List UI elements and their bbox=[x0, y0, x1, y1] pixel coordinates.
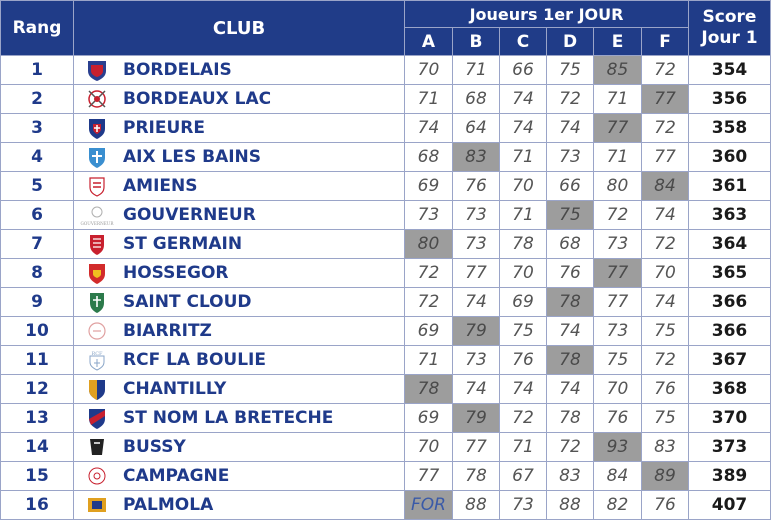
header-rang: Rang bbox=[1, 1, 74, 56]
rang-cell: 11 bbox=[1, 346, 74, 375]
score-cell-c: 74 bbox=[500, 375, 547, 404]
total-cell: 358 bbox=[689, 114, 771, 143]
header-player-a: A bbox=[405, 28, 453, 56]
club-cell bbox=[74, 288, 405, 317]
total-cell: 364 bbox=[689, 230, 771, 259]
rang-cell: 15 bbox=[1, 462, 74, 491]
score-cell-e: 71 bbox=[594, 85, 642, 114]
score-cell-c: 71 bbox=[500, 433, 547, 462]
score-cell-a: 77 bbox=[405, 462, 453, 491]
total-cell: 407 bbox=[689, 491, 771, 520]
club-name: BUSSY bbox=[123, 437, 186, 457]
header-player-c: C bbox=[500, 28, 547, 56]
rang-cell: 8 bbox=[1, 259, 74, 288]
score-cell-a: 70 bbox=[405, 433, 453, 462]
table-row bbox=[1, 375, 771, 404]
table-row bbox=[1, 172, 771, 201]
header-score-line2: Jour 1 bbox=[701, 28, 758, 48]
score-cell-a: 71 bbox=[405, 346, 453, 375]
score-cell-d: 73 bbox=[547, 143, 594, 172]
header-player-f: F bbox=[642, 28, 689, 56]
rang-cell: 1 bbox=[1, 56, 74, 85]
club-cell bbox=[74, 346, 405, 375]
club-name: BORDELAIS bbox=[123, 60, 232, 80]
club-name: SAINT CLOUD bbox=[123, 292, 252, 312]
score-cell-c: 69 bbox=[500, 288, 547, 317]
bordelais-logo bbox=[85, 58, 109, 82]
score-cell-e: 77 bbox=[594, 259, 642, 288]
score-cell-a: 68 bbox=[405, 143, 453, 172]
rang-cell: 9 bbox=[1, 288, 74, 317]
header-joueurs: Joueurs 1er JOUR bbox=[405, 1, 689, 28]
total-cell: 366 bbox=[689, 288, 771, 317]
club-cell bbox=[74, 172, 405, 201]
gouverneur-logo bbox=[80, 203, 114, 227]
club-name: ST GERMAIN bbox=[123, 234, 243, 254]
bordeaux-lac-logo bbox=[85, 87, 109, 111]
total-cell: 365 bbox=[689, 259, 771, 288]
club-name: PALMOLA bbox=[123, 495, 214, 515]
score-cell-a: FOR bbox=[405, 491, 453, 520]
total-cell: 373 bbox=[689, 433, 771, 462]
total-cell: 367 bbox=[689, 346, 771, 375]
club-cell bbox=[74, 201, 405, 230]
score-cell-c: 71 bbox=[500, 201, 547, 230]
score-cell-d: 74 bbox=[547, 114, 594, 143]
rang-cell: 2 bbox=[1, 85, 74, 114]
table-row bbox=[1, 288, 771, 317]
score-cell-b: 83 bbox=[453, 143, 500, 172]
club-cell bbox=[74, 462, 405, 491]
rang-cell: 16 bbox=[1, 491, 74, 520]
score-cell-e: 80 bbox=[594, 172, 642, 201]
score-cell-d: 83 bbox=[547, 462, 594, 491]
rang-cell: 10 bbox=[1, 317, 74, 346]
campagne-logo bbox=[85, 464, 109, 488]
saint-cloud-logo bbox=[85, 290, 109, 314]
score-cell-a: 69 bbox=[405, 317, 453, 346]
rang-cell: 12 bbox=[1, 375, 74, 404]
score-cell-f: 70 bbox=[642, 259, 689, 288]
header-score bbox=[689, 1, 771, 56]
score-cell-f: 75 bbox=[642, 317, 689, 346]
score-cell-e: 93 bbox=[594, 433, 642, 462]
club-name: CHANTILLY bbox=[123, 379, 227, 399]
chantilly-logo bbox=[85, 377, 109, 401]
club-cell bbox=[74, 317, 405, 346]
score-cell-b: 73 bbox=[453, 230, 500, 259]
rang-cell: 6 bbox=[1, 201, 74, 230]
total-cell: 368 bbox=[689, 375, 771, 404]
score-cell-c: 78 bbox=[500, 230, 547, 259]
club-cell bbox=[74, 143, 405, 172]
header-club: CLUB bbox=[74, 1, 405, 56]
score-cell-a: 69 bbox=[405, 404, 453, 433]
st-nom-logo bbox=[85, 406, 109, 430]
score-cell-e: 77 bbox=[594, 114, 642, 143]
score-cell-a: 72 bbox=[405, 259, 453, 288]
score-cell-b: 79 bbox=[453, 317, 500, 346]
score-cell-a: 69 bbox=[405, 172, 453, 201]
score-cell-e: 73 bbox=[594, 230, 642, 259]
club-name: AIX LES BAINS bbox=[123, 147, 262, 167]
score-cell-e: 70 bbox=[594, 375, 642, 404]
score-cell-b: 76 bbox=[453, 172, 500, 201]
score-cell-f: 72 bbox=[642, 114, 689, 143]
score-cell-d: 88 bbox=[547, 491, 594, 520]
club-cell bbox=[74, 56, 405, 85]
total-cell: 363 bbox=[689, 201, 771, 230]
score-cell-e: 71 bbox=[594, 143, 642, 172]
st-germain-logo bbox=[85, 232, 109, 256]
rang-cell: 5 bbox=[1, 172, 74, 201]
score-cell-c: 67 bbox=[500, 462, 547, 491]
total-cell: 366 bbox=[689, 317, 771, 346]
score-cell-f: 74 bbox=[642, 201, 689, 230]
table-row bbox=[1, 433, 771, 462]
score-cell-c: 76 bbox=[500, 346, 547, 375]
header-score-line1: Score bbox=[702, 7, 757, 27]
score-cell-e: 82 bbox=[594, 491, 642, 520]
score-cell-e: 84 bbox=[594, 462, 642, 491]
club-cell bbox=[74, 114, 405, 143]
club-cell bbox=[74, 230, 405, 259]
club-cell bbox=[74, 259, 405, 288]
score-cell-f: 74 bbox=[642, 288, 689, 317]
total-cell: 356 bbox=[689, 85, 771, 114]
score-cell-e: 85 bbox=[594, 56, 642, 85]
table-row bbox=[1, 259, 771, 288]
total-cell: 354 bbox=[689, 56, 771, 85]
rang-cell: 3 bbox=[1, 114, 74, 143]
score-cell-c: 70 bbox=[500, 259, 547, 288]
score-cell-e: 77 bbox=[594, 288, 642, 317]
score-cell-b: 71 bbox=[453, 56, 500, 85]
table-row bbox=[1, 404, 771, 433]
score-cell-f: 83 bbox=[642, 433, 689, 462]
table-row bbox=[1, 143, 771, 172]
table-row bbox=[1, 346, 771, 375]
score-cell-b: 73 bbox=[453, 346, 500, 375]
table-row bbox=[1, 85, 771, 114]
rang-cell: 4 bbox=[1, 143, 74, 172]
bussy-logo bbox=[85, 435, 109, 459]
score-cell-a: 80 bbox=[405, 230, 453, 259]
svg-text:RCF: RCF bbox=[91, 351, 103, 357]
score-cell-c: 74 bbox=[500, 114, 547, 143]
club-name: RCF LA BOULIE bbox=[123, 350, 266, 370]
score-cell-f: 72 bbox=[642, 230, 689, 259]
score-cell-b: 78 bbox=[453, 462, 500, 491]
table-row bbox=[1, 462, 771, 491]
score-cell-f: 77 bbox=[642, 143, 689, 172]
score-cell-e: 76 bbox=[594, 404, 642, 433]
palmola-logo bbox=[85, 493, 109, 517]
club-name: CAMPAGNE bbox=[123, 466, 230, 486]
total-cell: 360 bbox=[689, 143, 771, 172]
score-cell-b: 74 bbox=[453, 288, 500, 317]
table-row bbox=[1, 491, 771, 520]
club-cell bbox=[74, 433, 405, 462]
score-cell-d: 66 bbox=[547, 172, 594, 201]
score-cell-d: 76 bbox=[547, 259, 594, 288]
total-cell: 389 bbox=[689, 462, 771, 491]
score-cell-e: 73 bbox=[594, 317, 642, 346]
score-cell-d: 75 bbox=[547, 201, 594, 230]
score-cell-d: 68 bbox=[547, 230, 594, 259]
score-cell-b: 64 bbox=[453, 114, 500, 143]
rang-cell: 13 bbox=[1, 404, 74, 433]
score-cell-d: 72 bbox=[547, 433, 594, 462]
score-cell-d: 74 bbox=[547, 317, 594, 346]
club-name: BORDEAUX LAC bbox=[123, 89, 272, 109]
score-cell-d: 78 bbox=[547, 288, 594, 317]
rang-cell: 7 bbox=[1, 230, 74, 259]
score-cell-f: 75 bbox=[642, 404, 689, 433]
prieure-logo bbox=[85, 116, 109, 140]
hossegor-logo bbox=[85, 261, 109, 285]
score-cell-b: 73 bbox=[453, 201, 500, 230]
rcf-la-boulie-logo bbox=[85, 348, 109, 372]
total-cell: 370 bbox=[689, 404, 771, 433]
score-cell-a: 78 bbox=[405, 375, 453, 404]
score-cell-f: 77 bbox=[642, 85, 689, 114]
score-cell-b: 68 bbox=[453, 85, 500, 114]
biarritz-logo bbox=[85, 319, 109, 343]
club-name: GOUVERNEUR bbox=[123, 205, 256, 225]
club-name: HOSSEGOR bbox=[123, 263, 229, 283]
score-cell-b: 79 bbox=[453, 404, 500, 433]
score-cell-f: 76 bbox=[642, 375, 689, 404]
score-cell-a: 74 bbox=[405, 114, 453, 143]
table-row bbox=[1, 317, 771, 346]
score-cell-c: 72 bbox=[500, 404, 547, 433]
score-cell-c: 70 bbox=[500, 172, 547, 201]
score-cell-d: 74 bbox=[547, 375, 594, 404]
score-cell-d: 72 bbox=[547, 85, 594, 114]
score-cell-a: 72 bbox=[405, 288, 453, 317]
score-cell-f: 72 bbox=[642, 56, 689, 85]
club-cell bbox=[74, 404, 405, 433]
score-cell-f: 76 bbox=[642, 491, 689, 520]
score-cell-c: 75 bbox=[500, 317, 547, 346]
club-name: PRIEURE bbox=[123, 118, 205, 138]
table-row bbox=[1, 56, 771, 85]
score-cell-a: 73 bbox=[405, 201, 453, 230]
score-cell-d: 78 bbox=[547, 346, 594, 375]
club-cell bbox=[74, 375, 405, 404]
score-cell-a: 71 bbox=[405, 85, 453, 114]
club-name: ST NOM LA BRETECHE bbox=[123, 408, 334, 428]
aix-les-bains-logo bbox=[85, 145, 109, 169]
header-player-b: B bbox=[453, 28, 500, 56]
club-cell bbox=[74, 491, 405, 520]
header-player-e: E bbox=[594, 28, 642, 56]
score-cell-d: 78 bbox=[547, 404, 594, 433]
club-name: AMIENS bbox=[123, 176, 198, 196]
score-cell-b: 77 bbox=[453, 259, 500, 288]
results-body bbox=[1, 56, 771, 520]
amiens-logo bbox=[85, 174, 109, 198]
score-cell-b: 74 bbox=[453, 375, 500, 404]
score-cell-a: 70 bbox=[405, 56, 453, 85]
club-name: BIARRITZ bbox=[123, 321, 212, 341]
table-row bbox=[1, 201, 771, 230]
score-cell-b: 88 bbox=[453, 491, 500, 520]
score-cell-f: 72 bbox=[642, 346, 689, 375]
score-cell-c: 71 bbox=[500, 143, 547, 172]
score-cell-c: 66 bbox=[500, 56, 547, 85]
table-row bbox=[1, 114, 771, 143]
svg-text:GOUVERNEUR: GOUVERNEUR bbox=[80, 221, 114, 226]
score-cell-f: 89 bbox=[642, 462, 689, 491]
score-cell-c: 73 bbox=[500, 491, 547, 520]
score-cell-c: 74 bbox=[500, 85, 547, 114]
club-cell bbox=[74, 85, 405, 114]
score-cell-f: 84 bbox=[642, 172, 689, 201]
score-cell-e: 75 bbox=[594, 346, 642, 375]
score-cell-e: 72 bbox=[594, 201, 642, 230]
header-player-d: D bbox=[547, 28, 594, 56]
total-cell: 361 bbox=[689, 172, 771, 201]
rang-cell: 14 bbox=[1, 433, 74, 462]
table-row bbox=[1, 230, 771, 259]
score-cell-b: 77 bbox=[453, 433, 500, 462]
score-cell-d: 75 bbox=[547, 56, 594, 85]
